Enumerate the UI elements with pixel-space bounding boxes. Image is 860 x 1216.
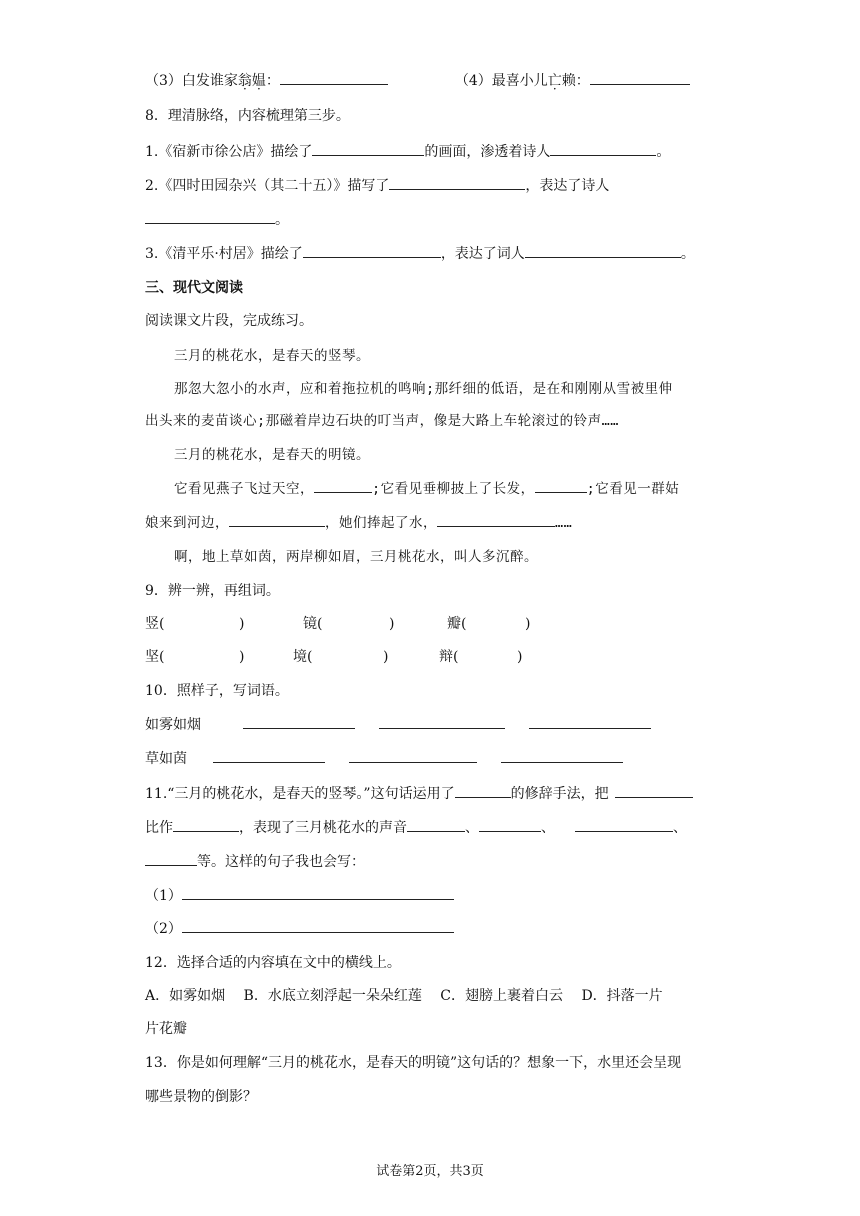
q9-open: 坚(: [145, 649, 165, 665]
section-3-instruction: 阅读课文片段，完成练习。: [145, 313, 313, 329]
q10-example-2: 草如茵: [145, 751, 187, 767]
passage-blank-1[interactable]: [314, 478, 372, 493]
q9-open: 境(: [293, 649, 313, 665]
q10-blank[interactable]: [501, 748, 623, 763]
q13-line-1: 13．你是如何理解“三月的桃花水，是春天的明镜”这句话的？想象一下，水里还会呈现: [145, 1055, 682, 1071]
passage-text: ……: [555, 515, 573, 531]
q11-sentence-1-blank[interactable]: [182, 885, 454, 900]
q11-blank-sound-2[interactable]: [479, 817, 541, 832]
q8-line-2-blank-a[interactable]: [389, 175, 525, 190]
passage-paragraph-5: 啊，地上草如茵，两岸柳如眉，三月桃花水，叫人多沉醉。: [174, 549, 538, 565]
q8-line-1-text: 1.《宿新市徐公店》描绘了: [145, 144, 313, 160]
q7-item-3-dotted-char: 媪: [251, 73, 266, 89]
q11-blank-subject[interactable]: [615, 783, 693, 798]
q7-item-4-dotted-char: 亡: [547, 73, 562, 89]
q8-line-1-text: 的画面，渗透着诗人: [424, 144, 551, 160]
q8-line-2-end: 。: [275, 212, 289, 228]
q8-line-1-blank-b[interactable]: [550, 141, 656, 156]
q7-item-3-answer-blank[interactable]: [280, 70, 388, 85]
q10-blank[interactable]: [379, 714, 505, 729]
q10-blank[interactable]: [529, 714, 651, 729]
passage-paragraph-4-line-1: [174, 478, 730, 500]
q12-title: 12．选择合适的内容填在文中的横线上。: [145, 955, 401, 971]
q11-sentence-2: [145, 918, 730, 940]
q8-line-2: [145, 175, 730, 197]
q9-close: ): [239, 616, 245, 632]
q11-blank-sound-1[interactable]: [407, 817, 465, 832]
passage-text: 娘来到河边，: [145, 515, 229, 531]
q9-row-1: [145, 613, 730, 635]
passage-paragraph-4-line-2: [145, 512, 730, 534]
passage-blank-3[interactable]: [229, 512, 325, 527]
q8-line-1-blank-a[interactable]: [312, 141, 424, 156]
q9-row-2: [145, 646, 730, 668]
q11-text: ，表现了三月桃花水的声音: [239, 820, 407, 836]
q9-open: 竖(: [145, 616, 165, 632]
q8-line-3-end: 。: [680, 246, 695, 262]
page-footer: 试卷第2页，共3页: [376, 1164, 484, 1179]
passage-paragraph-2-line-1: 那忽大忽小的水声，应和着拖拉机的鸣响;那纤细的低语，是在和刚刚从雪被里伸: [174, 381, 673, 397]
q7-item-3-dotted-char: 翁: [237, 73, 252, 89]
q8-line-1: [145, 141, 730, 163]
q8-line-3-text: ，表达了词人: [440, 246, 525, 262]
passage-text: 它看见燕子飞过天空，: [174, 481, 314, 497]
q11-sentence-2-blank[interactable]: [182, 918, 454, 933]
passage-paragraph-3: 三月的桃花水，是春天的明镜。: [174, 447, 370, 463]
q8-line-2-text: ，表达了诗人: [525, 178, 610, 194]
q11-blank-object[interactable]: [173, 817, 239, 832]
q8-title: 8．理清脉络，内容梳理第三步。: [145, 108, 350, 124]
q9-open: 辩(: [439, 649, 459, 665]
q10-blank[interactable]: [243, 714, 355, 729]
q10-title: 10．照样子，写词语。: [145, 683, 289, 699]
q11-blank-rhetoric[interactable]: [455, 783, 511, 798]
q11-text: 等。这样的句子我也会写：: [197, 854, 365, 870]
q7-item-4-answer-blank[interactable]: [590, 70, 690, 85]
q9-close: ): [383, 649, 389, 665]
q8-line-2-text: 2.《四时田园杂兴（其二十五）》描写了: [145, 178, 390, 194]
q11-sentence-1: [145, 885, 730, 907]
q10-blank[interactable]: [213, 748, 325, 763]
q11-line-1: [145, 783, 730, 805]
passage-text: ;它看见垂柳披上了长发，: [372, 481, 535, 497]
passage-blank-4[interactable]: [437, 512, 555, 527]
q9-open: 瓣(: [447, 616, 467, 632]
q7-item-3-colon: ：: [265, 73, 280, 89]
passage-blank-2[interactable]: [535, 478, 587, 493]
q10-blank[interactable]: [349, 748, 477, 763]
q11-blank-sound-3[interactable]: [575, 817, 673, 832]
q7-item-4-colon: ：: [575, 73, 590, 89]
q11-text: 、: [465, 820, 479, 836]
q11-line-2: [145, 817, 730, 839]
q10-row-2: [145, 748, 730, 770]
q10-row-1: [145, 714, 730, 736]
q11-sentence-label: （2）: [145, 921, 182, 937]
q8-line-3-text: 3.《清平乐·村居》描绘了: [145, 246, 303, 262]
q8-line-2-blank-b[interactable]: [145, 209, 275, 224]
q7-item-row: [145, 70, 730, 92]
passage-paragraph-1: 三月的桃花水，是春天的竖琴。: [174, 348, 370, 364]
q11-text: 的修辞手法，把: [510, 786, 609, 802]
q9-title: 9．辨一辨，再组词。: [145, 583, 280, 599]
q9-close: ): [517, 649, 523, 665]
q9-open: 镜(: [303, 616, 323, 632]
passage-text: ，她们捧起了水，: [325, 515, 437, 531]
q7-item-4-char: 赖: [561, 73, 576, 89]
q8-line-2-cont: [145, 209, 730, 231]
passage-paragraph-2-line-2: 出头来的麦苗谈心;那磁着岸边石块的叮当声，像是大路上车轮滚过的铃声……: [145, 413, 619, 429]
q11-text: 、: [673, 820, 687, 836]
q12-options-cont: 片花瓣: [145, 1021, 187, 1037]
q11-text: 11.“三月的桃花水，是春天的竖琴。”这句话运用了: [145, 786, 455, 802]
section-3-heading: 三、现代文阅读: [145, 280, 243, 296]
q13-line-2: 哪些景物的倒影？: [145, 1089, 257, 1105]
q8-line-3-blank-b[interactable]: [525, 243, 681, 258]
q11-sentence-label: （1）: [145, 888, 182, 904]
q11-line-3: [145, 851, 730, 873]
q11-text: 比作: [145, 820, 173, 836]
q9-close: ): [389, 616, 395, 632]
q7-item-3-prefix: （3）白发谁家: [145, 73, 238, 89]
q10-example-1: 如雾如烟: [145, 717, 201, 733]
q8-line-3-blank-a[interactable]: [303, 243, 441, 258]
q8-line-3: [145, 243, 730, 265]
q8-line-1-end: 。: [656, 144, 671, 160]
q11-blank-sound-4[interactable]: [145, 851, 197, 866]
q9-close: ): [239, 649, 245, 665]
q11-text: 、: [541, 820, 555, 836]
q7-item-4-prefix: （4）最喜小儿: [454, 73, 548, 89]
passage-text: ;它看见一群姑: [586, 481, 680, 497]
q9-close: ): [525, 616, 531, 632]
q12-options: A．如雾如烟 B．水底立刻浮起一朵朵红莲 C．翅膀上裹着白云 D．抖落一片: [145, 988, 663, 1004]
